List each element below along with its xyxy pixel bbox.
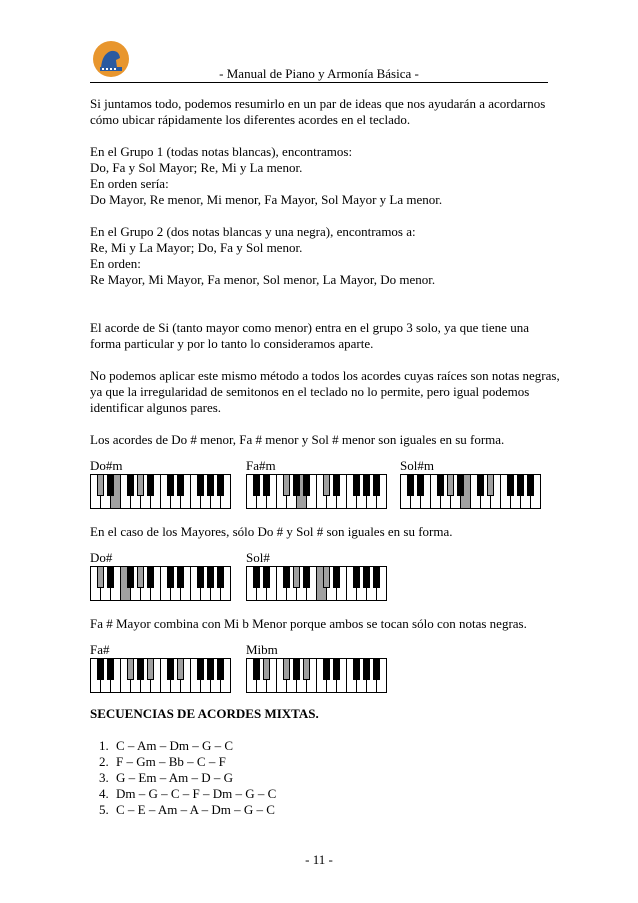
group2-line4: Re Mayor, Mi Mayor, Fa menor, Sol menor, La Mayor, Do menor. [90,272,436,287]
keyboard-label: Sol#m [400,458,434,473]
black-key [518,475,524,496]
piano-keyboard [400,474,541,509]
black-key [138,659,144,680]
keyboard-label: Mibm [246,642,278,657]
black-key [198,475,204,496]
black-key [294,567,300,588]
group1-line3: En orden sería: [90,176,169,191]
black-key [168,475,174,496]
black-key [448,475,454,496]
list-item: 5. C – E – Am – A – Dm – G – C [112,802,560,818]
black-key [364,567,370,588]
group1-line1: En el Grupo 1 (todas notas blancas), encontramos: [90,144,353,159]
black-key [218,567,224,588]
black-key [208,567,214,588]
keyboard-label: Sol# [246,550,270,565]
black-key [324,567,330,588]
page-header: - Manual de Piano y Armonía Básica - [219,66,419,81]
black-key [418,475,424,496]
black-key [488,475,494,496]
black-key [354,659,360,680]
black-key [168,567,174,588]
black-key [148,659,154,680]
black-key [128,659,134,680]
black-key [334,475,340,496]
black-key [198,659,204,680]
black-key [108,475,114,496]
black-key [254,659,260,680]
list-item: 1. C – Am – Dm – G – C [112,738,560,754]
black-key [128,567,134,588]
group2-paragraph [90,224,560,288]
black-key [178,567,184,588]
black-key [324,475,330,496]
black-key [294,475,300,496]
black-key [334,659,340,680]
black-key [208,659,214,680]
black-key [374,659,380,680]
group1-line4: Do Mayor, Re menor, Mi menor, Fa Mayor, Sol Mayor y La menor. [90,192,443,207]
black-key [264,567,270,588]
black-key [218,659,224,680]
sequences-heading: SECUENCIAS DE ACORDES MIXTAS. [90,706,319,721]
black-key [254,567,260,588]
major-same-paragraph: En el caso de los Mayores, sólo Do # y Sol # son iguales en su forma. [90,524,453,539]
black-key [264,659,270,680]
black-key [528,475,534,496]
black-key [138,475,144,496]
black-key [98,567,104,588]
black-key [284,567,290,588]
black-key [208,475,214,496]
keyboard-row-black [90,642,560,702]
black-key [324,659,330,680]
keyboard-label: Fa#m [246,458,276,473]
black-key [178,659,184,680]
black-key [218,475,224,496]
piano-keyboard [90,658,231,693]
black-key [168,659,174,680]
keyboard-label: Fa# [90,642,110,657]
black-key [148,567,154,588]
black-key [304,567,310,588]
keyboard-label: Do# [90,550,113,565]
group2-line1: En el Grupo 2 (dos notas blancas y una negra), encontramos a: [90,224,416,239]
page-content [90,96,560,818]
black-key [374,475,380,496]
black-key [98,475,104,496]
black-key [108,659,114,680]
list-item: 2. F – Gm – Bb – C – F [112,754,560,770]
black-key [128,475,134,496]
black-key [148,475,154,496]
black-key [178,475,184,496]
group1-line2: Do, Fa y Sol Mayor; Re, Mi y La menor. [90,160,303,175]
black-key [304,659,310,680]
black-key [284,659,290,680]
black-key [334,567,340,588]
keyboard-row-minor [90,458,560,518]
piano-keyboard [90,474,231,509]
black-key [364,659,370,680]
black-key [354,567,360,588]
piano-keyboard [90,566,231,601]
header-rule [90,82,548,83]
si-paragraph: El acorde de Si (tanto mayor como menor) entra en el grupo 3 solo, ya que tiene una forma particular y por lo tanto lo consideramos aparte. [90,320,529,351]
black-key [284,475,290,496]
piano-keyboard [246,474,387,509]
black-key [438,475,444,496]
black-key [304,475,310,496]
black-key [508,475,514,496]
page-number: - 11 - [305,852,333,867]
keyboard-row-major [90,550,560,610]
black-key [374,567,380,588]
intro-paragraph: Si juntamos todo, podemos resumirlo en un par de ideas que nos ayudarán a acordarnos cómo ubicar rápidamente los diferentes acordes en el teclado. [90,96,546,127]
list-item: 4. Dm – G – C – F – Dm – G – C [112,786,560,802]
black-key [408,475,414,496]
black-key [98,659,104,680]
sequences-list [90,738,560,818]
black-key [354,475,360,496]
black-key [264,475,270,496]
keyboard-label: Do#m [90,458,123,473]
black-key [108,567,114,588]
black-key [254,475,260,496]
black-key [478,475,484,496]
method-paragraph: No podemos aplicar este mismo método a todos los acordes cuyas raíces son notas negras, ya que la irregularidad de semitonos en el teclado no lo permite, pero igual podemos identificar algunos pares. [90,368,560,415]
list-item: 3. G – Em – Am – D – G [112,770,560,786]
group2-line2: Re, Mi y La Mayor; Do, Fa y Sol menor. [90,240,303,255]
piano-keyboard [246,658,387,693]
piano-keyboard [246,566,387,601]
black-key [364,475,370,496]
group1-paragraph [90,144,560,208]
group2-line3: En orden: [90,256,141,271]
black-key [138,567,144,588]
black-key [198,567,204,588]
black-key [294,659,300,680]
minor-same-paragraph: Los acordes de Do # menor, Fa # menor y Sol # menor son iguales en su forma. [90,432,505,447]
black-key [458,475,464,496]
fsharp-paragraph: Fa # Mayor combina con Mi b Menor porque ambos se tocan sólo con notas negras. [90,616,527,631]
